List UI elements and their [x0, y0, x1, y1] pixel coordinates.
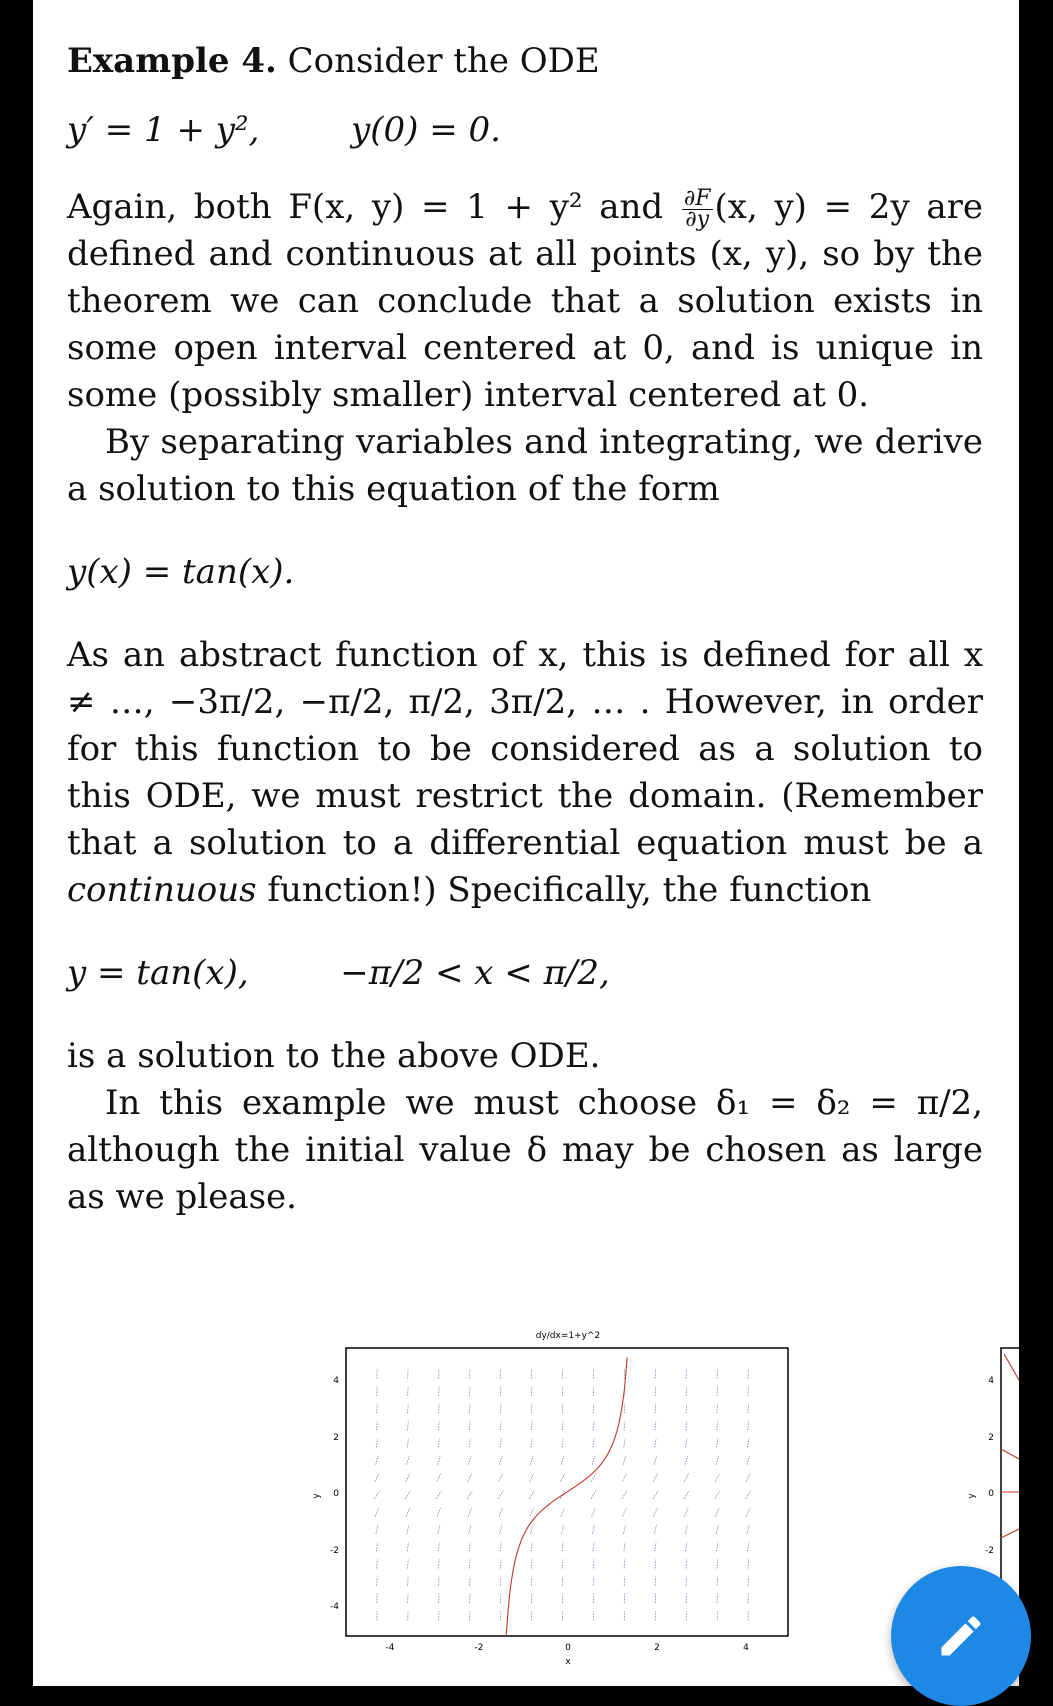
y-tick-label: -2: [985, 1546, 994, 1556]
slope-mark: [500, 1542, 501, 1551]
slope-mark: [624, 1404, 625, 1413]
example-heading-line: [67, 38, 983, 85]
slope-mark: [376, 1542, 377, 1551]
slope-mark: [500, 1577, 501, 1586]
slope-mark: [685, 1508, 689, 1516]
slope-mark: [438, 1560, 439, 1569]
slope-mark: [624, 1421, 625, 1430]
plot2-y-tick-labels: [985, 1376, 994, 1556]
slope-mark: [655, 1560, 656, 1569]
slope-mark: [748, 1542, 749, 1551]
slope-mark: [562, 1404, 563, 1413]
slope-mark: [717, 1439, 718, 1448]
plot2-curve: [1001, 1529, 1019, 1538]
slope-mark: [655, 1421, 656, 1430]
slope-mark: [653, 1474, 657, 1482]
paragraph-domain-part2: function!) Specifically, the function: [267, 870, 871, 910]
pencil-icon: [935, 1610, 987, 1662]
slope-mark: [592, 1508, 596, 1516]
x-tick-labels: [386, 1643, 750, 1653]
slope-mark: [529, 1491, 534, 1499]
slope-mark: [408, 1577, 409, 1586]
slope-mark: [376, 1525, 378, 1534]
slope-mark: [469, 1525, 471, 1534]
x-tick-label: -2: [475, 1643, 484, 1653]
slope-mark: [375, 1508, 379, 1516]
slope-mark: [747, 1456, 750, 1465]
slope-mark: [562, 1577, 563, 1586]
slope-mark: [562, 1525, 564, 1534]
slope-mark: [438, 1456, 441, 1465]
x-tick-label: 0: [565, 1643, 571, 1653]
slope-mark: [716, 1456, 719, 1465]
equation-ode: [67, 107, 983, 154]
equation-restricted: [67, 950, 983, 997]
slope-mark: [377, 1560, 378, 1569]
example-text: [67, 38, 983, 1221]
plot-title: dy/dx=1+y^2: [536, 1331, 601, 1341]
slope-mark: [377, 1577, 378, 1586]
slope-mark: [407, 1421, 408, 1430]
slope-mark: [407, 1560, 408, 1569]
slope-mark: [622, 1491, 627, 1499]
paragraph-delta: In this example we must choose δ₁ = δ₂ = π/2, although the initial value δ may be chosen as large as we please.: [67, 1080, 983, 1221]
slope-mark: [623, 1456, 626, 1465]
slope-mark: [624, 1560, 625, 1569]
slope-mark: [531, 1439, 532, 1448]
slope-mark: [593, 1404, 594, 1413]
y-tick-label: -4: [330, 1602, 339, 1612]
plot2-curves: [1001, 1354, 1019, 1538]
slope-mark: [562, 1542, 563, 1551]
slope-mark: [717, 1421, 718, 1430]
slope-mark: [531, 1577, 532, 1586]
paragraph-domain: [67, 632, 983, 914]
x-axis-label: x: [565, 1657, 571, 1667]
x-tick-label: 4: [743, 1643, 749, 1653]
slope-mark: [653, 1491, 658, 1499]
slope-mark: [655, 1404, 656, 1413]
slope-mark: [376, 1456, 379, 1465]
y-tick-label: 2: [988, 1433, 994, 1443]
solution-curve: [506, 1357, 627, 1636]
slope-mark: [746, 1491, 751, 1499]
slope-mark: [593, 1439, 594, 1448]
slope-mark: [376, 1421, 377, 1430]
slope-mark: [376, 1439, 377, 1448]
slope-mark: [686, 1439, 687, 1448]
slope-mark: [531, 1404, 532, 1413]
slope-mark: [531, 1560, 532, 1569]
slope-mark: [748, 1577, 749, 1586]
slope-mark: [499, 1508, 503, 1516]
slope-mark: [624, 1439, 625, 1448]
slope-mark: [624, 1577, 625, 1586]
plot2-curve: [1001, 1449, 1019, 1459]
x-tick-label: -4: [386, 1643, 395, 1653]
slope-mark: [469, 1404, 470, 1413]
slope-mark: [654, 1525, 656, 1534]
emphasis-continuous: continuous: [67, 870, 257, 910]
slope-mark: [686, 1577, 687, 1586]
slope-mark: [655, 1439, 656, 1448]
slope-mark: [469, 1439, 470, 1448]
slope-mark: [746, 1508, 750, 1516]
slope-mark: [439, 1577, 440, 1586]
slope-mark: [561, 1456, 564, 1465]
slope-mark: [531, 1542, 532, 1551]
slope-mark: [591, 1491, 596, 1499]
slope-mark: [469, 1577, 470, 1586]
slope-mark: [715, 1474, 719, 1482]
slope-mark: [717, 1404, 718, 1413]
slope-mark: [592, 1525, 594, 1534]
slope-mark: [684, 1474, 688, 1482]
slope-mark: [654, 1456, 657, 1465]
slope-mark: [405, 1491, 410, 1499]
y-tick-label: 0: [988, 1489, 994, 1499]
slope-mark: [747, 1525, 749, 1534]
slope-mark: [717, 1577, 718, 1586]
slope-mark: [624, 1542, 625, 1551]
slope-mark: [654, 1508, 658, 1516]
slope-mark: [748, 1560, 749, 1569]
slope-mark: [531, 1421, 532, 1430]
slope-mark: [748, 1421, 749, 1430]
slope-mark: [500, 1560, 501, 1569]
y-tick-label: 4: [333, 1376, 339, 1386]
slope-mark: [439, 1404, 440, 1413]
y-tick-label: 4: [988, 1376, 994, 1386]
paragraph-separation: By separating variables and integrating, we derive a solution to this equation of the form: [67, 419, 983, 513]
equation-initial-condition: y(0) = 0.: [351, 110, 501, 150]
slope-mark: [686, 1404, 687, 1413]
slope-mark: [716, 1525, 718, 1534]
slope-mark: [437, 1508, 441, 1516]
x-tick-label: 2: [654, 1643, 660, 1653]
slope-mark: [717, 1542, 718, 1551]
equation-solution: y(x) = tan(x).: [67, 549, 983, 596]
slope-mark: [407, 1525, 409, 1534]
slope-mark: [686, 1560, 687, 1569]
slope-mark: [407, 1439, 408, 1448]
slope-mark: [684, 1491, 689, 1499]
slope-mark: [407, 1456, 410, 1465]
slope-mark: [469, 1542, 470, 1551]
slope-mark: [499, 1456, 502, 1465]
slope-mark: [407, 1542, 408, 1551]
slope-mark: [500, 1525, 502, 1534]
y-tick-label: 0: [333, 1489, 339, 1499]
slope-mark: [530, 1474, 534, 1482]
example-heading: Example 4.: [67, 41, 277, 81]
slope-mark: [531, 1525, 533, 1534]
slope-mark: [468, 1508, 472, 1516]
slope-mark: [500, 1439, 501, 1448]
equation-restricted-function: y = tan(x),: [67, 953, 249, 993]
document-page: [33, 0, 1019, 1686]
slope-mark: [468, 1456, 471, 1465]
slope-mark: [686, 1542, 687, 1551]
slope-mark: [530, 1508, 534, 1516]
fraction-denominator: ∂y: [682, 210, 713, 230]
slope-mark: [562, 1560, 563, 1569]
edit-fab-button[interactable]: [891, 1566, 1031, 1706]
slope-mark: [406, 1508, 410, 1516]
slope-mark: [406, 1474, 410, 1482]
slope-mark: [593, 1421, 594, 1430]
slope-mark: [562, 1439, 563, 1448]
plot2-y-axis-label: y: [967, 1493, 977, 1499]
slope-mark: [593, 1577, 594, 1586]
y-axis-label: y: [312, 1493, 322, 1499]
slope-mark: [623, 1508, 627, 1516]
fraction-numerator: ∂F: [682, 189, 713, 210]
y-tick-label: -2: [330, 1546, 339, 1556]
slope-mark: [499, 1474, 503, 1482]
slope-mark: [715, 1491, 720, 1499]
slope-mark: [375, 1474, 379, 1482]
paragraph-existence: [67, 184, 983, 419]
slope-mark: [593, 1542, 594, 1551]
slope-mark: [562, 1421, 563, 1430]
example-intro: Consider the ODE: [288, 41, 600, 81]
slope-mark: [748, 1404, 749, 1413]
partial-derivative-fraction: [682, 189, 713, 230]
slope-mark: [500, 1421, 501, 1430]
slope-mark: [655, 1577, 656, 1586]
slope-mark: [377, 1404, 378, 1413]
slope-mark: [622, 1474, 626, 1482]
slope-mark: [685, 1456, 688, 1465]
slope-mark: [623, 1525, 625, 1534]
slope-mark: [715, 1508, 719, 1516]
slope-mark: [655, 1542, 656, 1551]
slope-mark: [500, 1404, 501, 1413]
equation-ode-rhs: y′ = 1 + y²,: [67, 110, 259, 150]
slope-mark: [438, 1542, 439, 1551]
slope-mark: [436, 1491, 441, 1499]
paragraph-domain-part1: As an abstract function of x, this is defined for all x ≠ …, −3π/2, −π/2, π/2, 3π/2, … . However, in order for this function to be considered as a solution to this ODE, we must restrict the domain. (Remember that a solution to a differential equation must be a: [67, 635, 983, 863]
slope-mark: [408, 1404, 409, 1413]
slope-mark: [593, 1560, 594, 1569]
slope-mark: [591, 1474, 595, 1482]
slope-mark: [685, 1525, 687, 1534]
slope-mark: [437, 1474, 441, 1482]
slope-mark: [469, 1560, 470, 1569]
slope-mark: [561, 1508, 565, 1516]
slope-mark: [747, 1439, 748, 1448]
slope-mark: [375, 1491, 380, 1499]
slope-mark: [438, 1421, 439, 1430]
slope-mark: [717, 1560, 718, 1569]
slope-mark: [686, 1421, 687, 1430]
right-margin: [1019, 0, 1053, 1686]
slope-mark: [468, 1474, 472, 1482]
slope-mark: [498, 1491, 503, 1499]
slope-mark: [530, 1456, 533, 1465]
y-tick-labels: [330, 1376, 339, 1612]
paragraph-existence-part1: Again, both F(x, y) = 1 + y² and: [67, 187, 663, 227]
y-tick-label: 2: [333, 1433, 339, 1443]
slope-mark: [438, 1439, 439, 1448]
slope-mark: [467, 1491, 472, 1499]
slope-mark: [560, 1474, 564, 1482]
plot2-curve: [1004, 1354, 1019, 1380]
paragraph-existence-part2: (x, y) = 2y are defined and continuous at all points (x, y), so by the theorem we can conclude that a solution exists in some open interval centered at 0, and is unique in some (possibly smaller) interval centered at 0.: [67, 187, 983, 415]
slope-mark: [746, 1474, 750, 1482]
slope-mark: [592, 1456, 595, 1465]
slope-mark: [438, 1525, 440, 1534]
equation-restricted-domain: −π/2 < x < π/2,: [340, 953, 610, 993]
slope-mark: [469, 1421, 470, 1430]
paragraph-conclusion: is a solution to the above ODE.: [67, 1033, 983, 1080]
slope-field-plot: [273, 1322, 813, 1686]
